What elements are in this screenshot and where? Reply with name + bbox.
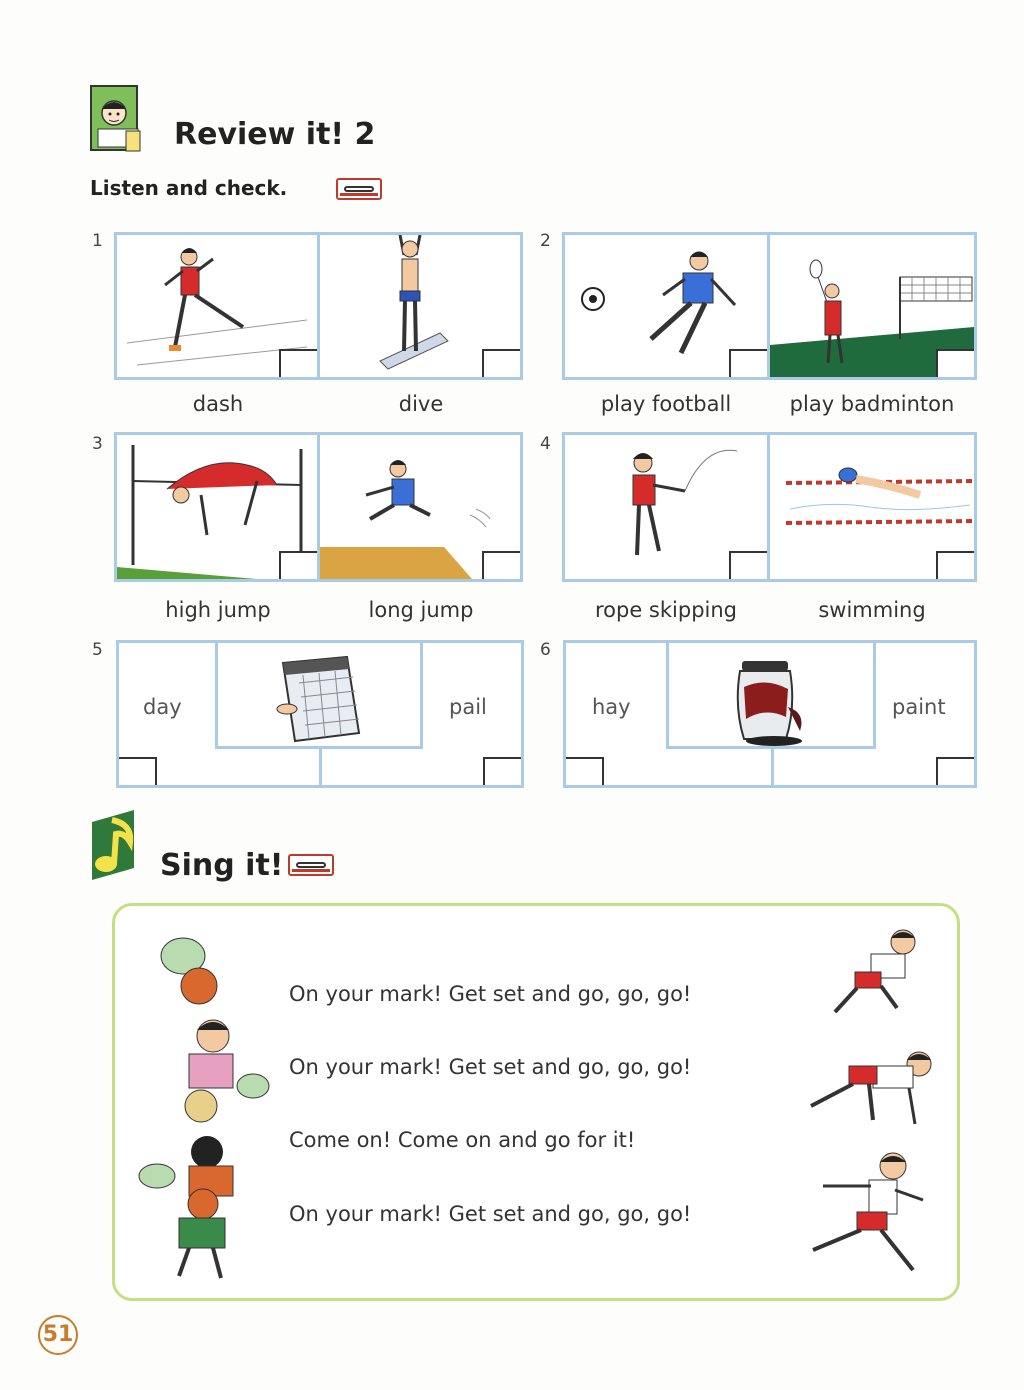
label-high-jump: high jump: [165, 598, 271, 622]
exercise-number: 5: [92, 640, 103, 660]
label-play-football: play football: [600, 392, 732, 416]
runner-get-set-icon: [799, 1044, 939, 1134]
exercise-number: 1: [92, 231, 103, 251]
checkbox-swimming[interactable]: [936, 551, 974, 579]
song-line: On your mark! Get set and go, go, go!: [289, 1202, 692, 1226]
song-line: On your mark! Get set and go, go, go!: [289, 1055, 692, 1079]
label-play-badminton: play badminton: [789, 392, 955, 416]
review-icon: [90, 85, 142, 155]
word-hay: hay: [592, 695, 631, 719]
picture-panel-long-jump: [317, 432, 523, 582]
picture-panel-dive: [317, 232, 523, 380]
label-dive: dive: [398, 392, 444, 416]
cassette-icon[interactable]: [336, 178, 382, 200]
picture-panel-dash: [114, 232, 320, 380]
picture-panel-swimming: [767, 432, 977, 582]
label-rope-skipping: rope skipping: [594, 598, 738, 622]
checkbox-rope-skipping[interactable]: [729, 551, 767, 579]
word-paint: paint: [892, 695, 946, 719]
phonics-panel-5: [116, 640, 524, 788]
runner-go-icon: [801, 1150, 931, 1280]
picture-panel-play-football: [562, 232, 770, 380]
paint-jar-icon: [726, 647, 816, 747]
review-title: Review it! 2: [174, 117, 376, 152]
checkbox-dash[interactable]: [279, 349, 317, 377]
runner-on-mark-icon: [821, 926, 931, 1022]
label-swimming: swimming: [818, 598, 926, 622]
page-number: 51: [38, 1315, 78, 1355]
checkbox-dive[interactable]: [482, 349, 520, 377]
review-instruction: Listen and check.: [90, 176, 288, 200]
calendar-icon: [269, 647, 369, 747]
picture-panel-high-jump: [114, 432, 320, 582]
song-line: On your mark! Get set and go, go, go!: [289, 982, 692, 1006]
word-pail: pail: [449, 695, 487, 719]
checkbox-high-jump[interactable]: [279, 551, 317, 579]
music-note-icon: [90, 808, 140, 882]
checkbox-play-football[interactable]: [729, 349, 767, 377]
checkbox-day[interactable]: [119, 757, 157, 785]
exercise-number: 6: [540, 640, 551, 660]
checkbox-hay[interactable]: [566, 757, 604, 785]
checkbox-pail[interactable]: [483, 757, 521, 785]
exercise-number: 4: [540, 434, 551, 454]
checkbox-play-badminton[interactable]: [936, 349, 974, 377]
checkbox-paint[interactable]: [936, 757, 974, 785]
word-day: day: [143, 695, 182, 719]
exercise-number: 2: [540, 231, 551, 251]
cassette-icon[interactable]: [288, 854, 334, 876]
phonics-panel-6: [563, 640, 977, 788]
song-box: [112, 903, 960, 1301]
checkbox-long-jump[interactable]: [482, 551, 520, 579]
picture-panel-rope-skipping: [562, 432, 770, 582]
song-line: Come on! Come on and go for it!: [289, 1128, 636, 1152]
song-title: Sing it!: [160, 848, 284, 883]
picture-panel-play-badminton: [767, 232, 977, 380]
label-dash: dash: [192, 392, 244, 416]
label-long-jump: long jump: [368, 598, 474, 622]
exercise-number: 3: [92, 434, 103, 454]
cheering-children-icon: [129, 926, 279, 1286]
